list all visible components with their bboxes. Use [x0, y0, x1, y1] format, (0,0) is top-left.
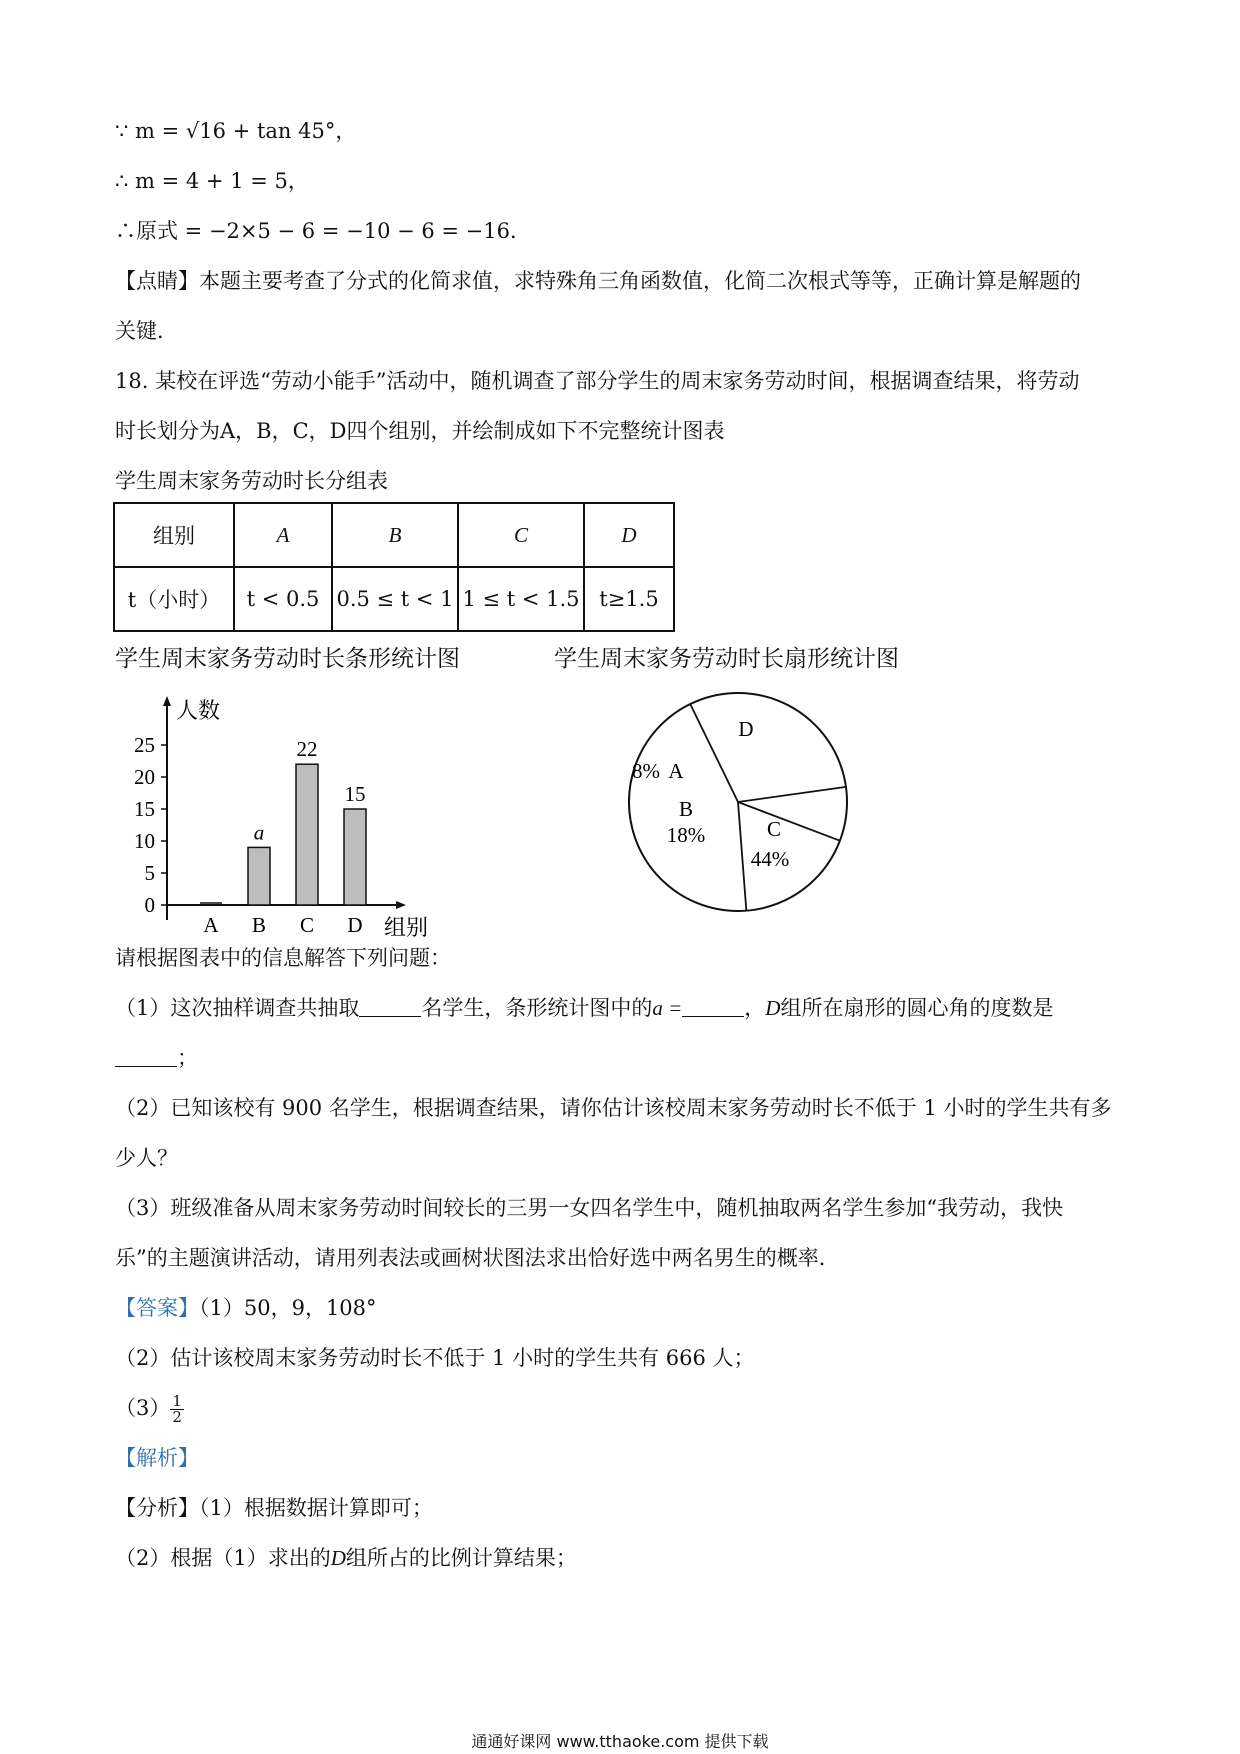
y-tick-label: 25 — [134, 733, 155, 757]
table-cell: t < 0.5 — [234, 567, 332, 631]
footer-text: 通通好课网 www.tthaoke.com 提供下载 — [471, 1732, 769, 1751]
question-3-line-1: （3）班级准备从周末家务劳动时间较长的三男一女四名学生中，随机抽取两名学生参加“我劳动，我快 — [115, 1196, 1064, 1220]
y-tick-label: 0 — [144, 893, 155, 917]
table-cell: B — [332, 503, 458, 567]
x-tick-label: A — [203, 913, 219, 937]
y-axis-label: 人数 — [176, 698, 221, 723]
y-axis-arrow — [163, 696, 171, 706]
answer-line-1: 【答案】（1）50，9，108° — [115, 1296, 377, 1320]
bar-chart-title: 学生周末家务劳动时长条形统计图 — [115, 646, 460, 672]
table-header-row — [114, 503, 674, 567]
comment-line-2: 关键． — [115, 319, 178, 343]
pie-slice-label-b: B — [678, 797, 694, 821]
pie-chart — [618, 682, 858, 922]
analysis-line-1: 【分析】（1）根据数据计算即可； — [115, 1496, 433, 1520]
pie-slice-label-a: A — [668, 759, 684, 783]
x-axis-arrow — [396, 901, 406, 909]
question-intro: 请根据图表中的信息解答下列问题： — [115, 946, 451, 970]
question-3-line-2: 乐”的主题演讲活动，请用列表法或画树状图法求出恰好选中两名男生的概率． — [115, 1246, 840, 1270]
table-cell: 0.5 ≤ t < 1 — [332, 567, 458, 631]
answer-line-3: （3） $\frac{1}{2}$ — [115, 1392, 182, 1426]
x-tick-label: D — [347, 913, 363, 937]
pie-slice-edge-b — [738, 802, 840, 841]
x-tick-label: C — [299, 913, 315, 937]
table-cell: 1 ≤ t < 1.5 — [458, 567, 584, 631]
analysis-tag: 【解析】 — [115, 1446, 199, 1470]
bar-data-label: 22 — [296, 737, 318, 762]
question-line-1: 18. 某校在评选“劳动小能手”活动中，随机调查了部分学生的周末家务劳动时间，根据调查结果，将劳动 — [115, 369, 1080, 393]
math-line-1: ∵ m = √16 + tan 45°， — [115, 119, 357, 143]
pie-slice-label-d: D — [738, 717, 754, 741]
pie-chart-title: 学生周末家务劳动时长扇形统计图 — [554, 646, 899, 672]
table-cell: A — [234, 503, 332, 567]
comment-line-1: 【点睛】本题主要考查了分式的化简求值，求特殊角三角函数值，化简二次根式等等，正确计算是解题的 — [115, 269, 1081, 293]
table-cell: C — [458, 503, 584, 567]
answer-line-2: （2）估计该校周末家务劳动时长不低于 1 小时的学生共有 666 人； — [115, 1346, 755, 1370]
pie-slice-percent-b: 18% — [666, 823, 706, 847]
pie-slice-edge-c — [738, 802, 746, 911]
y-tick-label: 15 — [134, 797, 155, 821]
group-table — [113, 502, 675, 632]
x-tick-label: B — [251, 913, 267, 937]
analysis-line-2: （2）根据（1）求出的D组所占的比例计算结果； — [115, 1546, 577, 1570]
bar-c — [296, 764, 318, 905]
answer-blank — [115, 1044, 177, 1067]
answer-tag: 【答案】 — [115, 1296, 199, 1320]
bar-data-label: 15 — [344, 782, 366, 806]
question-2-line-1: （2）已知该校有 900 名学生，根据调查结果，请你估计该校周末家务劳动时长不低于 1 小时的学生共有多 — [115, 1096, 1112, 1120]
y-tick-label: 5 — [144, 861, 155, 885]
y-tick-label: 10 — [134, 829, 155, 853]
table-cell: t（小时） — [114, 567, 234, 631]
bar-d — [344, 809, 366, 905]
pie-slice-label-c: C — [766, 817, 782, 841]
question-2-line-2: 少人？ — [115, 1146, 178, 1170]
pie-slice-edge-a — [738, 787, 846, 802]
question-line-2: 时长划分为A，B，C，D四个组别，并绘制成如下不完整统计图表 — [115, 419, 725, 443]
x-axis-label: 组别 — [384, 915, 429, 940]
question-1-line-2: ； — [115, 1043, 198, 1073]
math-line-3: ∴原式 = −2×5 − 6 = −10 − 6 = −16． — [115, 219, 532, 243]
pie-slice-percent-a: 8% — [632, 759, 660, 783]
table-cell: 组别 — [114, 503, 234, 567]
bar-b — [248, 847, 270, 905]
pie-slice-percent-c: 44% — [750, 847, 790, 871]
answer-blank — [359, 994, 421, 1017]
table-cell: t≥1.5 — [584, 567, 674, 631]
pie-slice-edge-d — [690, 704, 738, 802]
bar-data-label: a — [253, 820, 265, 845]
table-title: 学生周末家务劳动时长分组表 — [115, 469, 388, 493]
question-1-line: （1）这次抽样调查共抽取 名学生，条形统计图中的a = ，D组所在扇形的圆心角的度数是 — [115, 996, 1054, 1020]
fraction: $\frac{1}{2}$ — [172, 1392, 182, 1426]
answer-blank — [682, 994, 744, 1017]
table-cell: D — [584, 503, 674, 567]
math-line-2: ∴ m = 4 + 1 = 5， — [115, 169, 309, 193]
bar-chart — [130, 690, 470, 940]
table-row — [114, 567, 674, 631]
y-tick-label: 20 — [134, 765, 155, 789]
